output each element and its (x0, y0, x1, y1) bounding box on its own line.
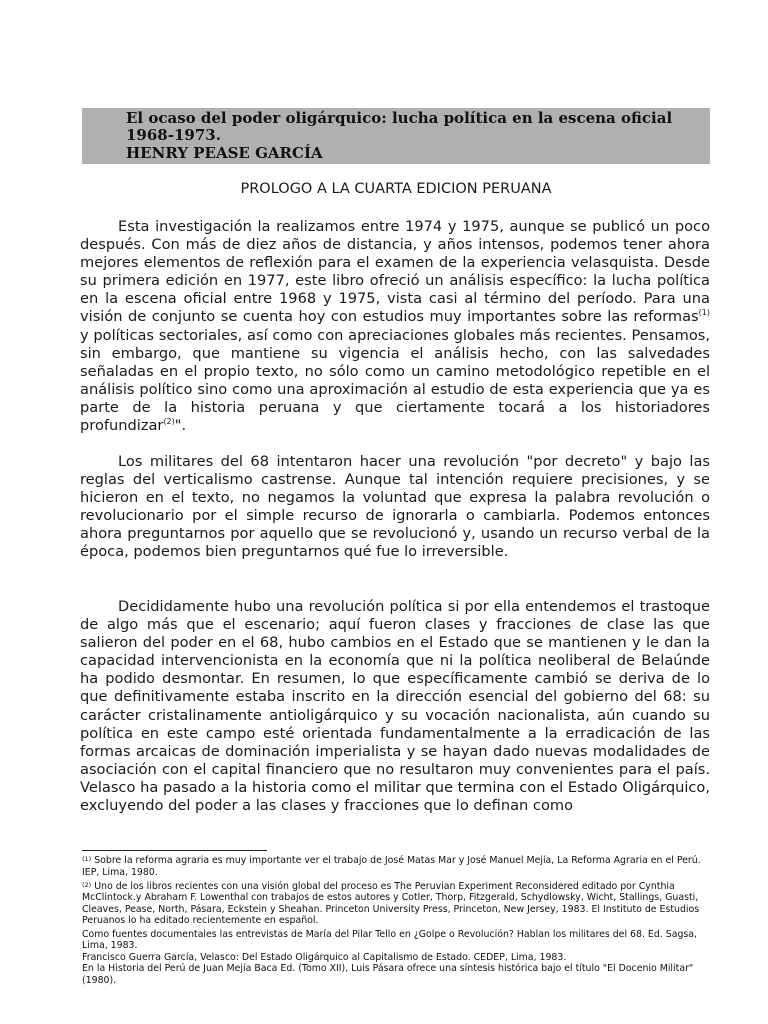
footnote-1-text: Sobre la reforma agraria es muy importante ver el trabajo de José Matas Mar y José Manuel Mejía, La Reforma Agraria en el Perú. IEP, Lima, 1980. (82, 855, 701, 878)
paragraph-2-text: Los militares del 68 intentaron hacer una revolución "por decreto" y bajo las reglas del verticalismo castrense. Aunque tal intención requiere precisiones, y se hicieron en el texto, no negamos la voluntad que expresa la palabra revolución o revolucionario por el simple recurso de ignorarla o cambiarla. Podemos entonces ahora preguntarnos por aquello que se revolucionó y, usando un recurso verbal de la época, podemos bien preguntarnos qué fue lo irreversible. (80, 453, 710, 561)
footnotes (82, 854, 710, 987)
paragraph-1-part-c: ". (174, 417, 187, 435)
footnote-2-line-5: En la Historia del Perú de Juan Mejía Baca Ed. (Tomo XII), Luis Pásara ofrece una síntesis histórica bajo el título "El Docenio Militar" (1980). (82, 963, 694, 986)
footnote-2 (82, 880, 710, 927)
book-title-line-2: 1968-1973. (126, 126, 221, 144)
book-title-line-1: El ocaso del poder oligárquico: lucha política en la escena oficial (126, 109, 673, 127)
section-title: PROLOGO A LA CUARTA EDICION PERUANA (240, 181, 552, 197)
footnote-1-mark: (1) (82, 855, 92, 863)
paragraph-3 (80, 598, 710, 815)
paragraph-3-text: Decididamente hubo una revolución política si por ella entendemos el trastoque de algo más que el escenario; aquí fueron clases y fracciones de clase las que salieron del poder en el 68, hubo cambios en el Estado que se mantienen y le dan la capacidad intervencionista en la economía que ni la política neoliberal de Belaúnde ha podido desmontar. En resumen, lo que específicamente cambió se deriva de lo que definitivamente estaba inscrito en la dirección esencial del gobierno del 68: su carácter cristalinamente antioligárquico y su vocación nacionalista, aún cuando su política en este campo esté orientada fundamentalmente a la erradicación de las formas arcaicas de dominación imperialista y se hayan dado nuevas modalidades de asociación con el capital financiero que no resultaron muy convenientes para el país. Velasco ha pasado a la historia como el militar que termina con el Estado Oligárquico, excluyendo del poder a las clases y fracciones que lo definan como (80, 598, 710, 815)
title-block (82, 108, 710, 164)
paragraph-1-part-a: Esta investigación la realizamos entre 1974 y 1975, aunque se publicó un poco después. Con más de diez años de distancia, y años intensos, podemos tener ahora mejores elementos de reflexión para el examen de la experiencia velasquista. Desde su primera edición en 1977, este libro ofreció un análisis específico: la lucha política en la escena oficial entre 1968 y 1975, vista casi al término del período. Para una visión de conjunto se cuenta hoy con estudios muy importantes sobre las reformas (80, 218, 710, 326)
footnote-1 (82, 854, 710, 878)
footnote-2-line-3: Como fuentes documentales las entrevistas de María del Pilar Tello en ¿Golpe o Revolución? Hablan los militares del 68. Ed. Sagsa, Lima, 1983. (82, 928, 698, 952)
paragraph-1-part-b: y políticas sectoriales, así como con apreciaciones globales más recientes. Pensamos, sin embargo, que mantiene su vigencia el análisis hecho, con las salvedades señaladas en el propio texto, no sólo como un camino metodológico repetible en el análisis político sino como una aproximación al estudio de esta experiencia que ya es parte de la historia peruana y que ciertamente tocará a los historiadores profundizar (80, 326, 710, 435)
footnote-2-text: Uno de los libros recientes con una visión global del proceso es The Peruvian Experiment Reconsidered editado por Cynthia McClintock.y Abraham F. Lowenthal con trabajos de estos autores y Cotler, Thorp, Fitzgerald, Schydlowsky, Wicht, Stallings, Guasti, Cleaves, Pease, North, Pásara, Eckstein y Sheahan. Princeton University Press, Princeton, New Jersey, 1983. El Instituto de Estudios Peruanos lo ha editado recientemente en español. (82, 880, 700, 927)
footnote-2-line-4: Francisco Guerra García, Velasco: Del Estado Oligárquico al Capitalismo de Estado. CEDEP, Lima, 1983. (82, 951, 567, 963)
paragraph-2 (80, 453, 710, 562)
book-author: HENRY PEASE GARCÍA (126, 144, 323, 162)
footnote-divider (82, 850, 267, 851)
footnote-ref-2: (2) (163, 417, 175, 427)
paragraph-1 (80, 218, 710, 435)
footnote-2-mark: (2) (82, 880, 92, 889)
footnote-ref-1: (1) (698, 308, 710, 318)
